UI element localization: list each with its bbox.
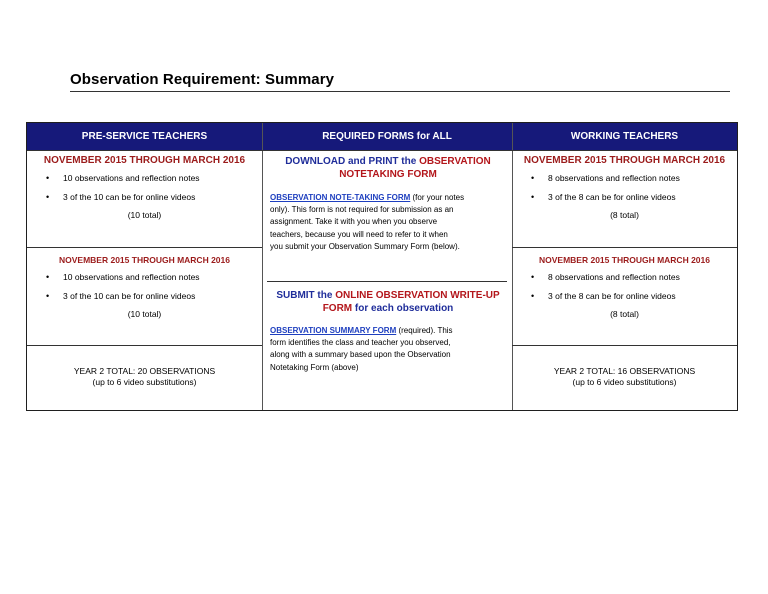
header-working-teachers: WORKING TEACHERS [512,123,737,150]
date-range: NOVEMBER 2015 THROUGH MARCH 2016 [43,155,246,166]
description-text: you submit your Observation Summary Form (below). [270,241,460,251]
list-item: • 8 observations and reflection notes [524,271,737,290]
header-pre-service: PRE-SERVICE TEACHERS [27,123,262,150]
heading-text: OBSERVATION [419,156,491,167]
row-divider [512,247,737,248]
required-forms-section-1 [270,155,506,253]
total-count: (10 total) [127,210,162,220]
date-range: NOVEMBER 2015 THROUGH MARCH 2016 [59,255,230,265]
submit-heading [270,289,506,315]
list-item: • 3 of the 8 can be for online videos [524,191,737,210]
total-count: (8 total) [610,210,639,220]
download-heading [270,155,506,181]
total-count: (10 total) [127,309,162,319]
working-year-total [512,366,737,387]
description-text: teachers, because you will need to refer to it when [270,229,448,239]
year-total: YEAR 2 TOTAL: 20 OBSERVATIONS [73,366,216,376]
page-title: Observation Requirement: Summary [70,71,335,88]
list-item: • 3 of the 10 can be for online videos [39,290,262,309]
video-note: (up to 6 video substitutions) [92,377,197,387]
requirements-list [39,172,262,210]
list-item: • 3 of the 10 can be for online videos [39,191,262,210]
description-text: assignment. Take it with you when you observe [270,217,438,227]
row-divider [267,281,507,282]
list-item: • 10 observations and reflection notes [39,271,262,290]
row-divider [27,247,262,248]
heading-text: SUBMIT the [276,290,336,301]
summary-form-link[interactable]: OBSERVATION SUMMARY FORM [270,326,397,335]
row-divider [512,345,737,346]
description-text: Notetaking Form (above) [270,362,359,372]
note-taking-description [270,192,506,253]
summary-table [26,122,738,411]
pre-service-block-1 [27,155,262,220]
working-block-1 [512,155,737,220]
heading-text: FORM [322,303,353,314]
list-item: • 10 observations and reflection notes [39,172,262,191]
summary-form-description [270,325,506,374]
header-required-forms: REQUIRED FORMS for ALL [262,123,512,150]
requirements-list [39,271,262,309]
pre-service-block-2 [27,255,262,319]
heading-text: for each observation [352,303,454,314]
description-text: form identifies the class and teacher you observed, [270,338,451,348]
heading-text: NOTETAKING FORM [339,169,437,180]
date-range: NOVEMBER 2015 THROUGH MARCH 2016 [523,155,726,166]
note-taking-form-link[interactable]: OBSERVATION NOTE-TAKING FORM [270,193,411,202]
working-block-2 [512,255,737,319]
requirements-list [524,172,737,210]
description-text: (for your notes [410,193,465,202]
heading-text: ONLINE OBSERVATION WRITE-UP [335,290,500,301]
list-item: • 3 of the 8 can be for online videos [524,290,737,309]
column-divider [262,123,263,410]
date-range: NOVEMBER 2015 THROUGH MARCH 2016 [539,255,710,265]
required-forms-section-2 [270,289,506,374]
heading-text: DOWNLOAD and PRINT the [285,156,420,167]
description-text: only). This form is not required for submission as an [270,205,454,215]
header-rule [27,150,737,151]
row-divider [27,345,262,346]
description-text: along with a summary based upon the Observation [270,350,451,360]
requirements-list [524,271,737,309]
title-underline [70,91,730,92]
total-count: (8 total) [610,309,639,319]
year-total: YEAR 2 TOTAL: 16 OBSERVATIONS [553,366,696,376]
description-text: (required). This [396,326,453,335]
pre-service-year-total [27,366,262,387]
list-item: • 8 observations and reflection notes [524,172,737,191]
video-note: (up to 6 video substitutions) [572,377,677,387]
